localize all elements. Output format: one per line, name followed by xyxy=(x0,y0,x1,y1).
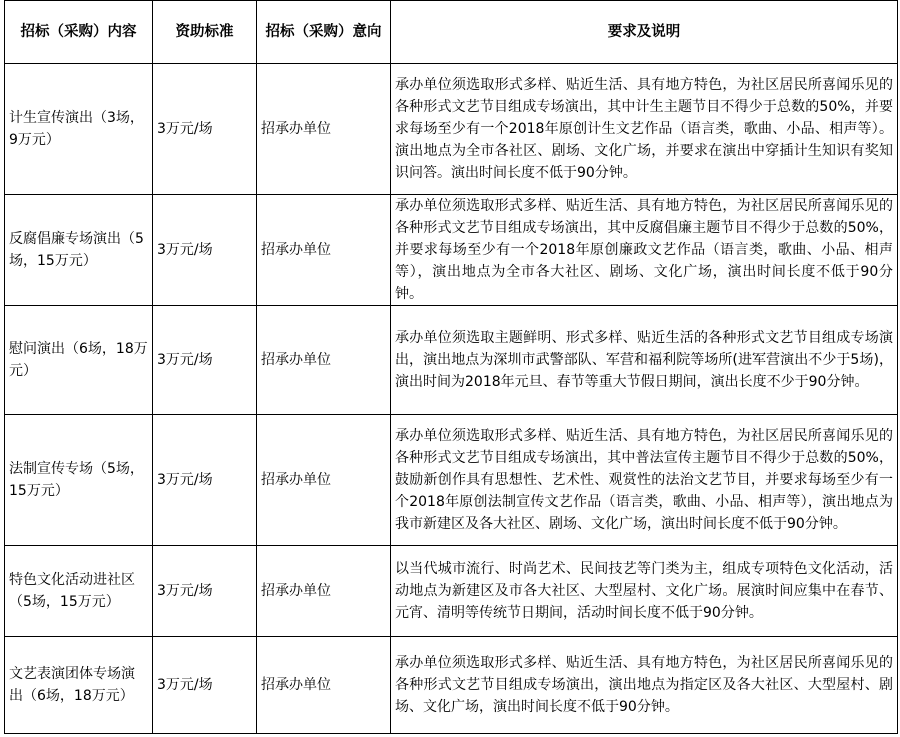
cell-requirements: 承办单位须选取形式多样、贴近生活、具有地方特色，为社区居民所喜闻乐见的各种形式文艺节目组成专场演出，其中计生主题节目不得少于总数的50%，并要求每场至少有一个2018年原创计生文艺作品（语言类，歌曲、小品、相声等）。演出地点为全市各社区、剧场、文化广场，并要求在演出中穿插计生知识有奖知识问答。演出时间长度不低于90分钟。 xyxy=(391,64,898,195)
table-row xyxy=(5,546,898,637)
table-row xyxy=(5,415,898,546)
cell-content: 反腐倡廉专场演出（5场，15万元） xyxy=(5,195,153,306)
table-row xyxy=(5,195,898,306)
procurement-table xyxy=(4,0,898,734)
cell-requirements: 以当代城市流行、时尚艺术、民间技艺等门类为主，组成专项特色文化活动，活动地点为新建区及市各大社区、大型屋村、文化广场。展演时间应集中在春节、元宵、清明等传统节日期间，活动时间长度不低于90分钟。 xyxy=(391,546,898,637)
cell-content: 特色文化活动进社区（5场，15万元） xyxy=(5,546,153,637)
cell-requirements: 承办单位须选取形式多样、贴近生活、具有地方特色，为社区居民所喜闻乐见的各种形式文艺节目组成专场演出，其中反腐倡廉主题节目不得少于总数的50%，并要求每场至少有一个2018年原创廉政文艺作品（语言类，歌曲、小品、相声等），演出地点为全市各大社区、剧场、文化广场，演出时间长度不低于90分钟。 xyxy=(391,195,898,306)
cell-intent: 招承办单位 xyxy=(257,64,391,195)
cell-content: 法制宣传专场（5场，15万元） xyxy=(5,415,153,546)
table-row xyxy=(5,637,898,734)
cell-standard: 3万元/场 xyxy=(153,546,257,637)
table-row xyxy=(5,306,898,415)
cell-intent: 招承办单位 xyxy=(257,195,391,306)
cell-standard: 3万元/场 xyxy=(153,64,257,195)
cell-standard: 3万元/场 xyxy=(153,195,257,306)
cell-standard: 3万元/场 xyxy=(153,306,257,415)
cell-intent: 招承办单位 xyxy=(257,306,391,415)
table-row xyxy=(5,64,898,195)
cell-intent: 招承办单位 xyxy=(257,637,391,734)
header-content: 招标（采购）内容 xyxy=(5,1,153,64)
header-standard: 资助标准 xyxy=(153,1,257,64)
header-intent: 招标（采购）意向 xyxy=(257,1,391,64)
cell-content: 慰问演出（6场，18万元） xyxy=(5,306,153,415)
cell-requirements: 承办单位须选取形式多样、贴近生活、具有地方特色，为社区居民所喜闻乐见的各种形式文艺节目组成专场演出，其中普法宣传主题节目不得少于总数的50%，鼓励新创作具有思想性、艺术性、观赏性的法治文艺节目，并要求每场至少有一个2018年原创法制宣传文艺作品（语言类，歌曲、小品、相声等），演出地点为我市新建区及各大社区、剧场、文化广场，演出时间长度不低于90分钟。 xyxy=(391,415,898,546)
header-requirements: 要求及说明 xyxy=(391,1,898,64)
cell-requirements: 承办单位须选取形式多样、贴近生活、具有地方特色，为社区居民所喜闻乐见的各种形式文艺节目组成专场演出，演出地点为指定区及各大社区、大型屋村、剧场、文化广场，演出时间长度不低于90分钟。 xyxy=(391,637,898,734)
cell-standard: 3万元/场 xyxy=(153,415,257,546)
header-row xyxy=(5,1,898,64)
cell-standard: 3万元/场 xyxy=(153,637,257,734)
cell-content: 计生宣传演出（3场，9万元） xyxy=(5,64,153,195)
cell-requirements: 承办单位须选取主题鲜明、形式多样、贴近生活的各种形式文艺节目组成专场演出，演出地点为深圳市武警部队、军营和福利院等场所(进军营演出不少于5场)，演出时间为2018年元旦、春节等重大节假日期间，演出长度不少于90分钟。 xyxy=(391,306,898,415)
cell-content: 文艺表演团体专场演出（6场，18万元） xyxy=(5,637,153,734)
cell-intent: 招承办单位 xyxy=(257,546,391,637)
cell-intent: 招承办单位 xyxy=(257,415,391,546)
